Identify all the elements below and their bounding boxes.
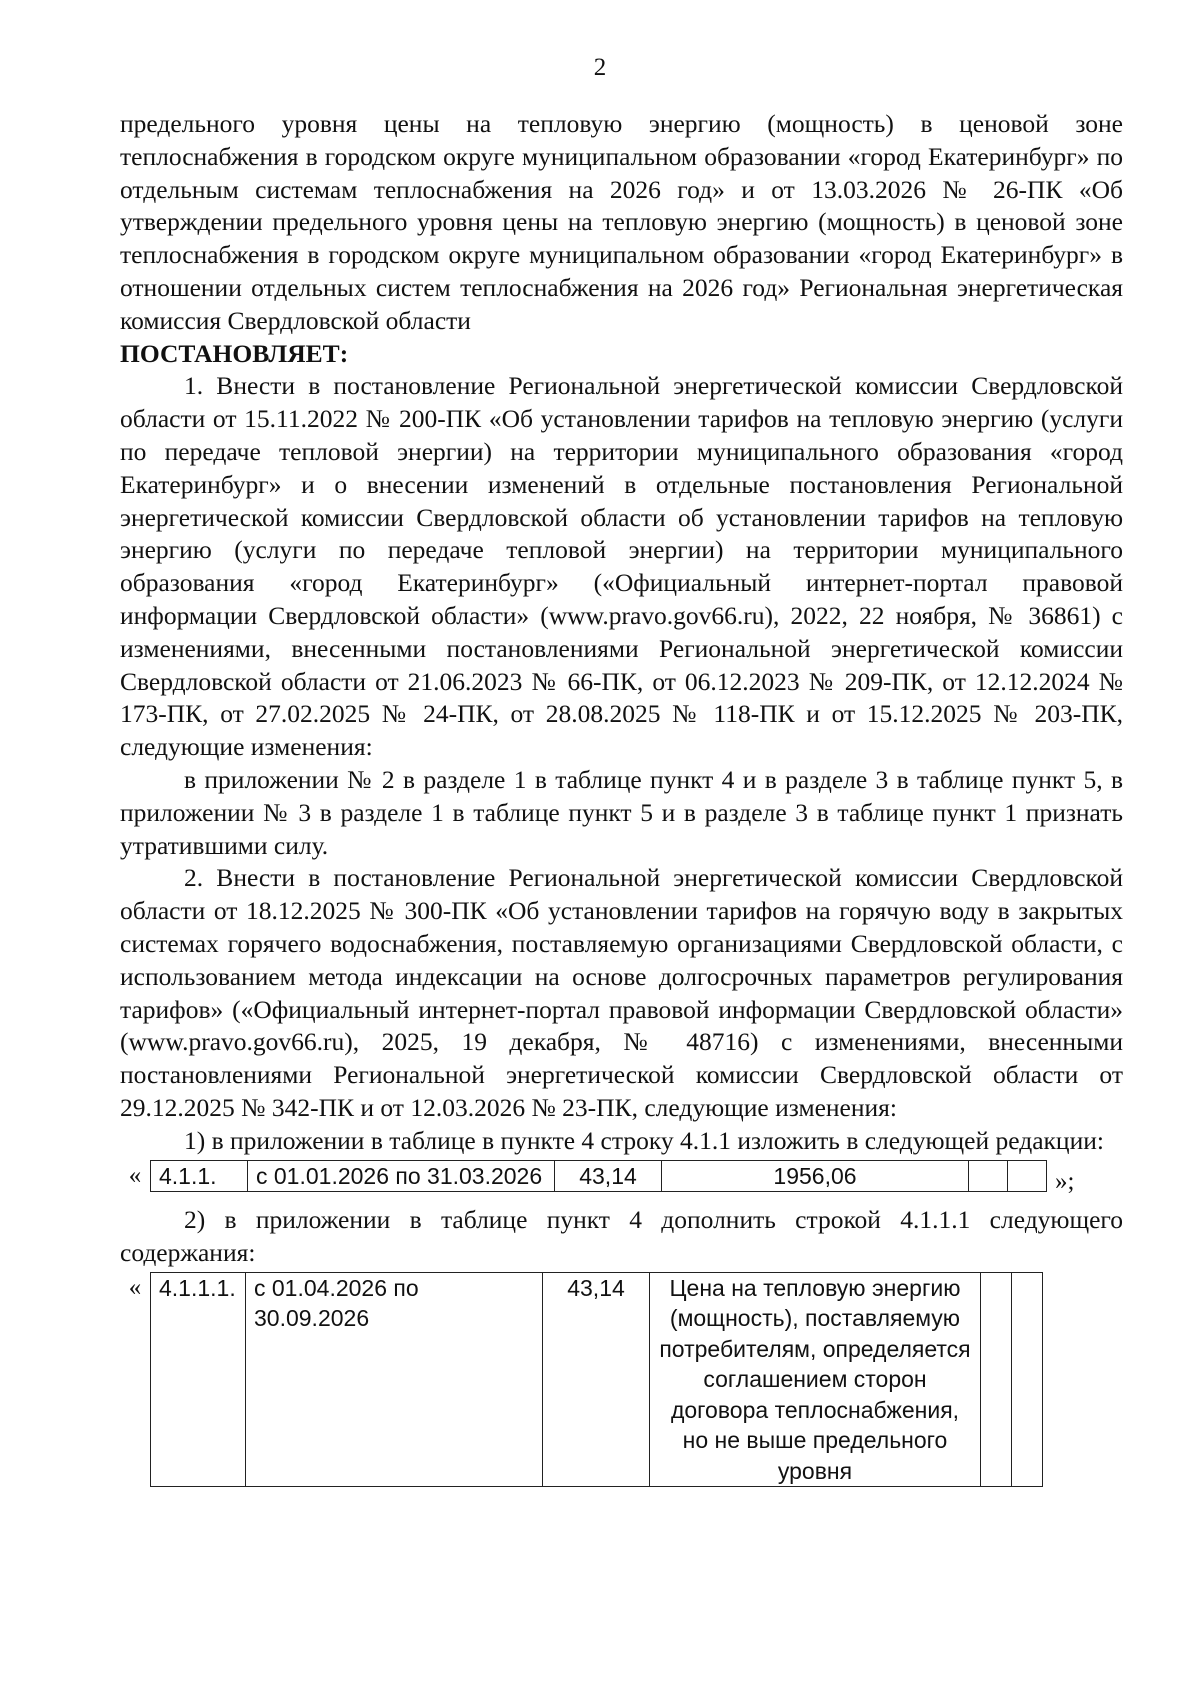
table-4-1-1-1 xyxy=(150,1272,1043,1488)
cell-price: 1956,06 xyxy=(662,1160,969,1191)
table-row xyxy=(151,1160,1047,1191)
table-row-4-1-1 xyxy=(120,1160,1123,1199)
paragraph-item-2-1: 1) в приложении в таблице в пункте 4 строку 4.1.1 изложить в следующей редакции: xyxy=(184,1125,1104,1155)
close-quote: »; xyxy=(1055,1167,1075,1195)
cell-empty xyxy=(1012,1272,1043,1487)
paragraph-item-1: 1. Внести в постановление Региональной энергетической комиссии Свердловской области от 15.11.2022 № 200-ПК «Об установлении тарифов на тепловую энергию (услуги по передаче тепловой энергии) на территории муниципального образования «город Екатеринбург» и о внесении изменений в отдельные постановления Региональной энергетической комиссии Свердловской области об установлении тарифов на тепловую энергию (услуги по передаче тепловой энергии) на территории муниципального образования «город Екатеринбург» («Официальный интернет-портал правовой информации Свердловской области» (www.pravo.gov66.ru), 2022, 22 ноября, № 36861) с изменениями, внесенными постановлениями Региональной энергетической комиссии Свердловской области от 21.06.2023 № 66-ПК, от 06.12.2023 № 209-ПК, от 12.12.2024 № 173-ПК, от 27.02.2025 № 24-ПК, от 28.08.2025 № 118-ПК и от 15.12.2025 № 203-ПК, следующие изменения: xyxy=(120,371,1123,762)
document-body xyxy=(120,108,1123,1487)
paragraph-item-2: 2. Внести в постановление Региональной энергетической комиссии Свердловской области от 18.12.2025 № 300-ПК «Об установлении тарифов на горячую воду в закрытых системах горячего водоснабжения, поставляемую организациями Свердловской области, с использованием метода индексации на основе долгосрочных параметров регулирования тарифов» («Официальный интернет-портал правовой информации Свердловской области» (www.pravo.gov66.ru), 2025, 19 декабря, № 48716) с изменениями, внесенными постановлениями Региональной энергетической комиссии Свердловской области от 29.12.2025 № 342-ПК и от 12.03.2026 № 23-ПК, следующие изменения: xyxy=(120,863,1123,1122)
cell-num: 4.1.1.1. xyxy=(151,1272,246,1487)
paragraph-item-1-text: в приложении № 2 в разделе 1 в таблице пункт 4 и в разделе 3 в таблице пункт 5, в приложении № 3 в разделе 1 в таблице пункт 5 и в разделе 3 в таблице пункт 1 признать утратившими силу. xyxy=(120,764,1123,860)
table-4-1-1 xyxy=(150,1160,1047,1192)
cell-period: с 01.04.2026 по 30.09.2026 xyxy=(246,1272,543,1487)
cell-period: с 01.01.2026 по 31.03.2026 xyxy=(248,1160,555,1191)
cell-value: 43,14 xyxy=(555,1160,662,1191)
cell-empty xyxy=(969,1160,1008,1191)
cell-description: Цена на тепловую энергию (мощность), поставляемую потребителям, определяется соглашением сторон договора теплоснабжения, но не выше предельного уровня xyxy=(650,1272,981,1487)
open-quote: « xyxy=(128,1161,142,1189)
cell-value: 43,14 xyxy=(543,1272,650,1487)
open-quote: « xyxy=(128,1273,142,1301)
page-number: 2 xyxy=(593,54,607,81)
cell-empty xyxy=(981,1272,1012,1487)
table-row xyxy=(151,1272,1043,1487)
heading-postanovlyaet: ПОСТАНОВЛЯЕТ: xyxy=(120,338,349,368)
cell-num: 4.1.1. xyxy=(151,1160,248,1191)
table-row-4-1-1-1 xyxy=(120,1272,1123,1488)
paragraph-item-2-2: 2) в приложении в таблице пункт 4 дополнить строкой 4.1.1.1 следующего содержания: xyxy=(120,1205,1123,1268)
cell-empty xyxy=(1008,1160,1047,1191)
paragraph-preamble: предельного уровня цены на тепловую энергию (мощность) в ценовой зоне теплоснабжения в городском округе муниципальном образовании «город Екатеринбург» по отдельным системам теплоснабжения на 2026 год» и от 13.03.2026 № 26-ПК «Об утверждении предельного уровня цены на тепловую энергию (мощность) в ценовой зоне теплоснабжения в городском округе муниципальном образовании «город Екатеринбург» в отношении отдельных систем теплоснабжения на 2026 год» Региональная энергетическая комиссия Свердловской области xyxy=(120,109,1123,335)
